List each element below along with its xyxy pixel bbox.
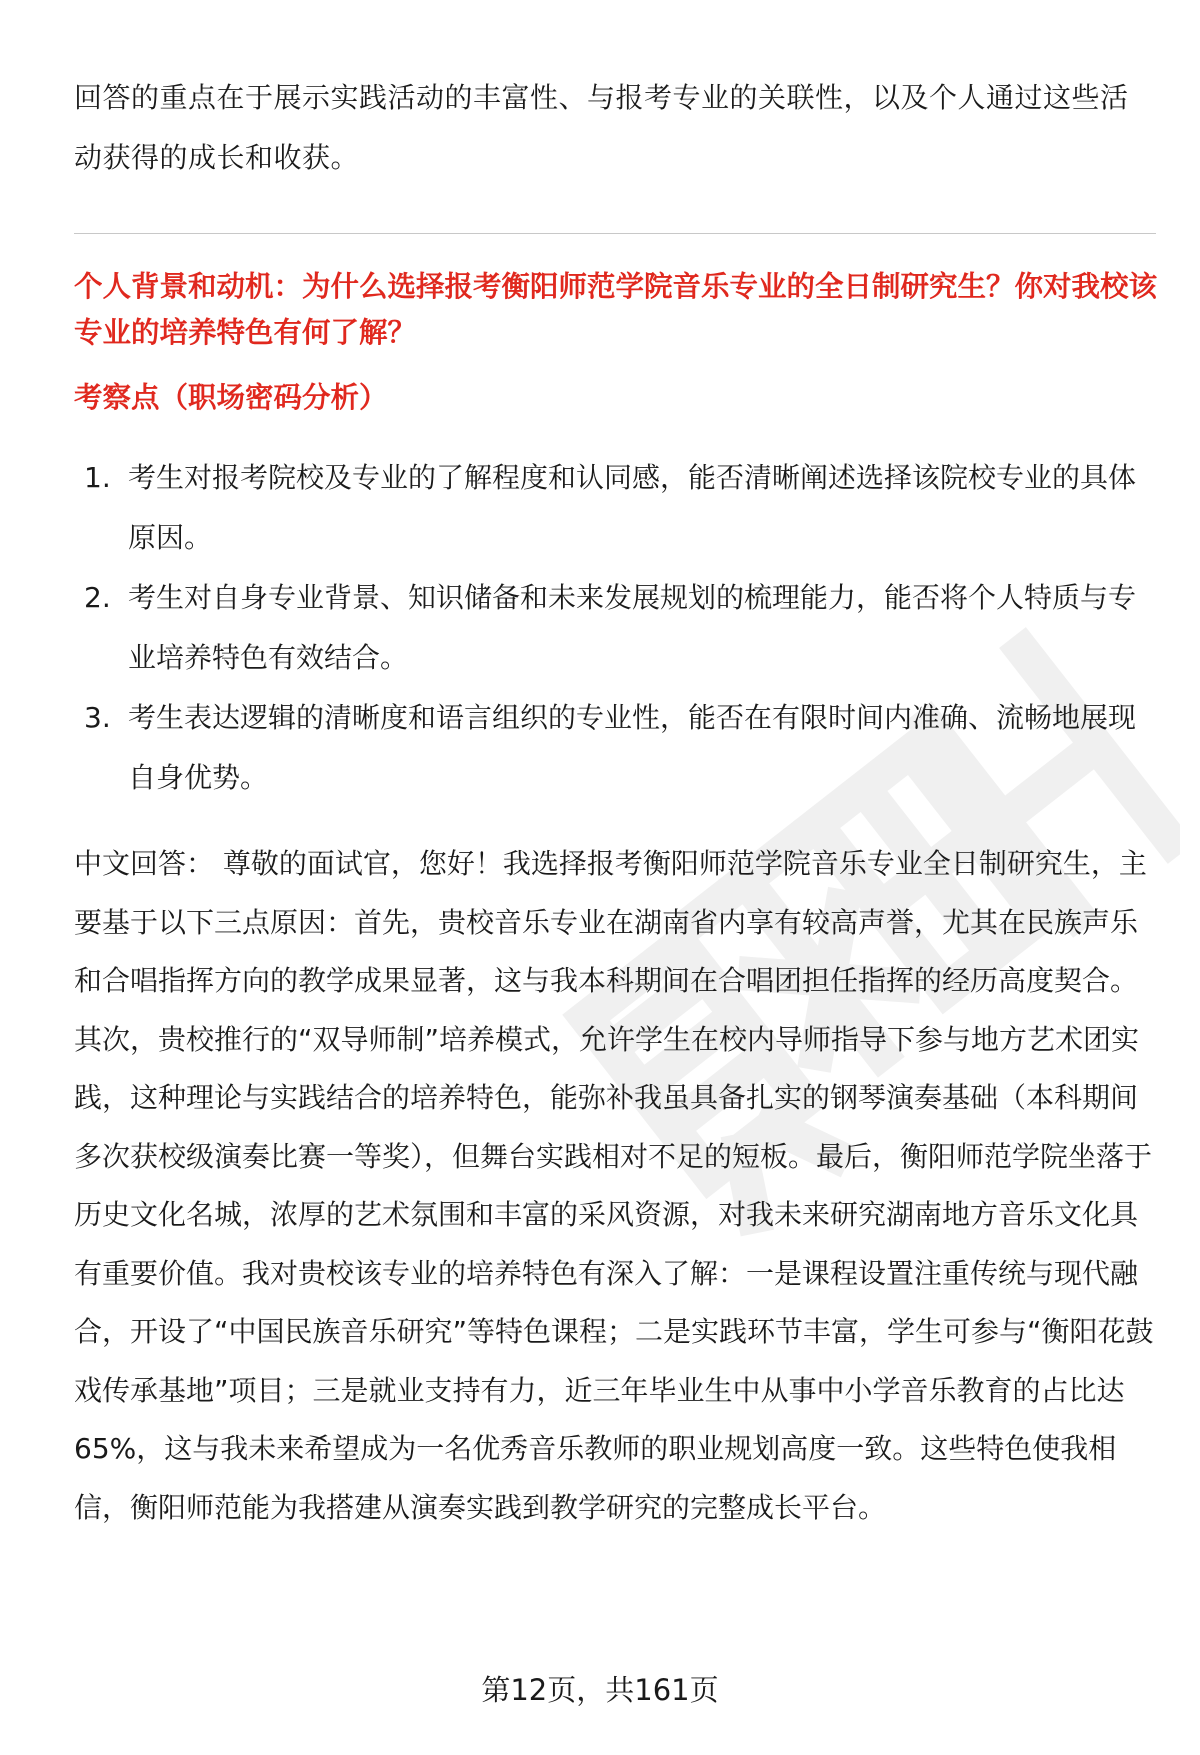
intro-paragraph: 回答的重点在于展示实践活动的丰富性、与报考专业的关联性，以及个人通过这些活动获得的成长和收获。 (74, 81, 1129, 174)
question-heading: 个人背景和动机：为什么选择报考衡阳师范学院音乐专业的全日制研究生？你对我校该专业的培养特色有何了解？ (74, 270, 1158, 349)
list-item (74, 568, 1158, 688)
section-divider (74, 233, 1156, 234)
list-item-text: 考生对自身专业背景、知识储备和未来发展规划的梳理能力，能否将个人特质与专业培养特色有效结合。 (128, 581, 1137, 674)
list-item-number: 3. (84, 701, 111, 734)
list-item-number: 1. (84, 461, 111, 494)
list-item (74, 448, 1158, 568)
page-number-footer: 第12页，共161页 (481, 1673, 719, 1707)
list-item-text: 考生对报考院校及专业的了解程度和认同感，能否清晰阐述选择该院校专业的具体原因。 (128, 461, 1137, 554)
list-item (74, 688, 1158, 808)
answer-paragraph: 中文回答： 尊敬的面试官，您好！我选择报考衡阳师范学院音乐专业全日制研究生，主要基于以下三点原因：首先，贵校音乐专业在湖南省内享有较高声誉，尤其在民族声乐和合唱指挥方向的教学成果显著，这与我本科期间在合唱团担任指挥的经历高度契合。其次，贵校推行的“双导师制”培养模式，允许学生在校内导师指导下参与地方艺术团实践，这种理论与实践结合的培养特色，能弥补我虽具备扎实的钢琴演奏基础（本科期间多次获校级演奏比赛一等奖），但舞台实践相对不足的短板。最后，衡阳师范学院坐落于历史文化名城，浓厚的艺术氛围和丰富的采风资源，对我未来研究湖南地方音乐文化具有重要价值。我对贵校该专业的培养特色有深入了解：一是课程设置注重传统与现代融合，开设了“中国民族音乐研究”等特色课程；二是实践环节丰富，学生可参与“衡阳花鼓戏传承基地”项目；三是就业支持有力，近三年毕业生中从事中小学音乐教育的占比达65%，这与我未来希望成为一名优秀音乐教师的职业规划高度一致。这些特色使我相信，衡阳师范能为我搭建从演奏实践到教学研究的完整成长平台。 (74, 847, 1154, 1524)
assessment-points-heading: 考察点（职场密码分析） (74, 381, 388, 414)
list-item-text: 考生表达逻辑的清晰度和语言组织的专业性，能否在有限时间内准确、流畅地展现自身优势。 (128, 701, 1137, 794)
assessment-points-list (74, 448, 1158, 808)
list-item-number: 2. (84, 581, 111, 614)
